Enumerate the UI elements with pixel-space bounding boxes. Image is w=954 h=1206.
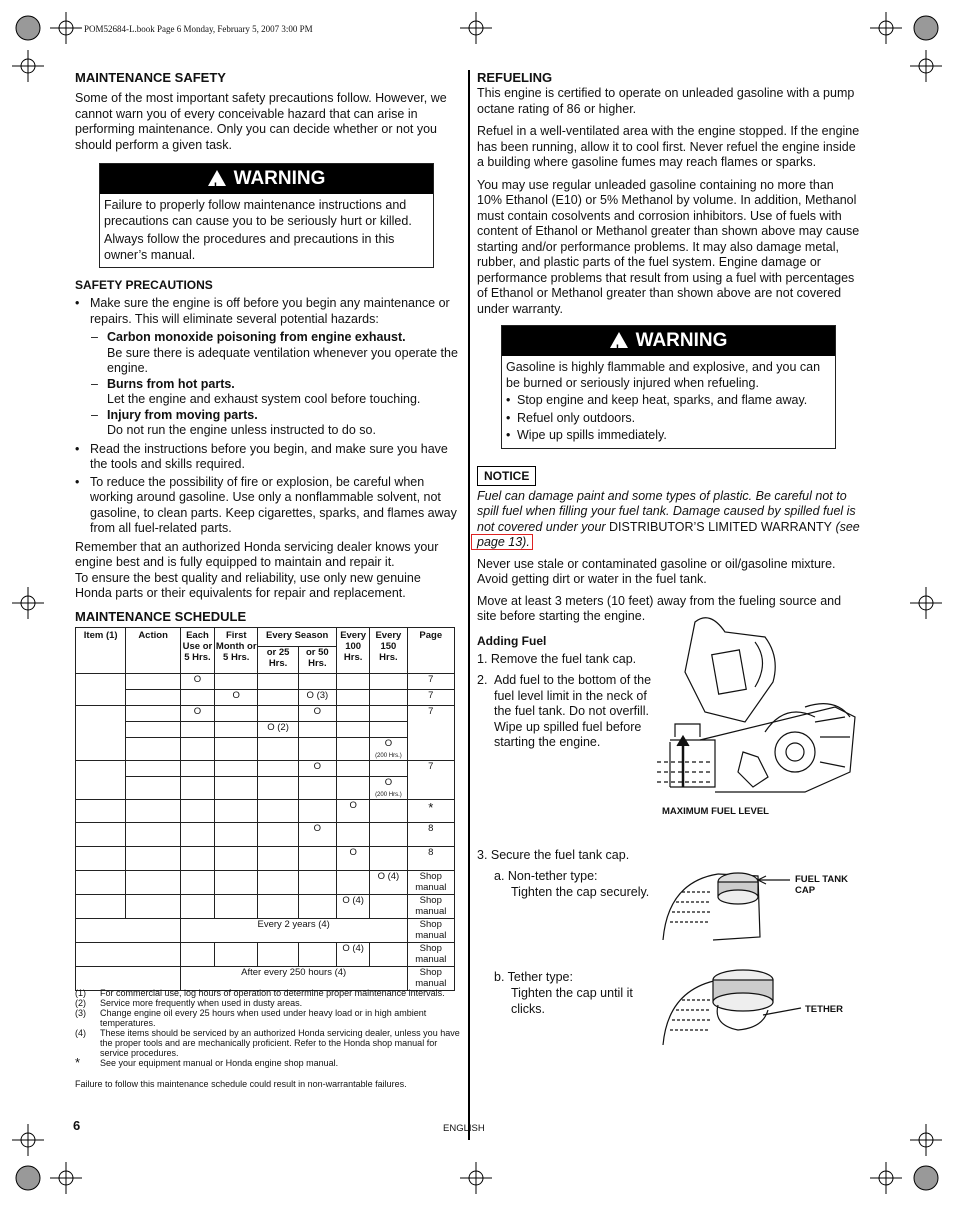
substep-title: b. Tether type: <box>494 970 573 984</box>
paragraph: Refuel in a well-ventilated area with the engine stopped. If the engine has been running, allow it to cool first. Never refuel the engine inside a building where gasoline fumes may reach flames or sparks. <box>477 124 860 169</box>
max-fuel-label: MAXIMUM FUEL LEVEL <box>662 806 769 817</box>
hazard-item: – Injury from moving parts. Do not run the engine unless instructed to do so. <box>91 407 376 437</box>
notice-badge: NOTICE <box>477 466 536 486</box>
table-row: O (4) Shop manual <box>76 871 455 895</box>
list-item: • Refuel only outdoors. <box>506 411 831 427</box>
substep-text: Tighten the cap until it clicks. <box>511 986 633 1016</box>
subsection-title: SAFETY PRECAUTIONS <box>75 278 213 292</box>
col-header: Item (1) <box>76 628 126 674</box>
warning-box <box>99 163 434 268</box>
table-row: Every 2 years (4) Shop manual <box>76 919 455 943</box>
table-row: O O 7 <box>76 706 455 722</box>
paragraph: Move at least 3 meters (10 feet) away from the fueling source and site before starting the engine. <box>477 593 842 623</box>
table-row: O * <box>76 800 455 823</box>
table-row: O 8 <box>76 847 455 871</box>
table-row: O (4) Shop manual <box>76 943 455 967</box>
hazard-item: – Burns from hot parts. Let the engine and exhaust system cool before touching. <box>91 376 421 406</box>
paragraph: Never use stale or contaminated gasoline or oil/gasoline mixture. Avoid getting dirt or water in the fuel tank. <box>477 556 836 586</box>
hazard-item: – Carbon monoxide poisoning from engine exhaust. Be sure there is adequate ventilation whenever you operate the engine. <box>91 330 458 375</box>
list-item: • Stop engine and keep heat, sparks, and flame away. <box>506 393 831 409</box>
failure-note: Failure to follow this maintenance schedule could result in non-warrantable failures. <box>75 1079 407 1089</box>
fuel-tank-cap-label: FUEL TANK CAP <box>795 874 848 896</box>
tether-label: TETHER <box>805 1004 843 1015</box>
table-row: O (200 Hrs.) <box>76 738 455 761</box>
notice-text: Fuel can damage paint and some types of plastic. Be careful not to spill fuel when filling your fuel tank. Damage caused by spilled fuel is not covered under your DISTRIBUTOR’S LIMITED WARRANTY (see page 13). <box>477 489 862 551</box>
col-header: or 25 Hrs. <box>258 647 298 674</box>
warning-text: Failure to properly follow maintenance instructions and precautions can cause you to be seriously hurt or killed. <box>104 198 412 228</box>
footnotes: (1) For commercial use, log hours of operation to determine proper maintenance intervals. (2) Service more frequently when used in dusty areas. (3) Change engine oil every 25 hours when used under heavy load or in high ambient temperatures. (4) These items should be serviced by an authorized Honda servicing dealer, unless you have the proper tools and are mechanically proficient. Refer to the Honda shop manual for service procedures. * See your equipment manual or Honda engine shop manual. Failure to follow this maintenance schedule could result in non-warrantable failures. <box>75 988 460 1089</box>
table-row: O (200 Hrs.) <box>76 777 455 800</box>
step: Add fuel to the bottom of the fuel level limit in the neck of the fuel tank. Do not overfill. Wipe up spilled fuel before starting the engine. <box>494 673 652 749</box>
warning-label: WARNING <box>233 168 326 189</box>
page-link[interactable]: page 13). <box>471 534 533 550</box>
table-row: O 7 <box>76 674 455 690</box>
section-title: REFUELING <box>477 70 553 85</box>
tether-cap-illustration <box>658 965 803 1050</box>
col-header: Page <box>407 628 454 674</box>
substep-text: Tighten the cap securely. <box>511 885 650 899</box>
column-divider <box>468 70 470 1140</box>
table-row: O (2) <box>76 722 455 738</box>
col-header: Every 100 Hrs. <box>337 628 370 674</box>
warning-text: Gasoline is highly flammable and explosive, and you can be burned or seriously injured when refueling. <box>506 360 821 390</box>
schedule-title: MAINTENANCE SCHEDULE <box>75 608 247 624</box>
list-item: • Make sure the engine is off before you begin any maintenance or repairs. This will eliminate several potential hazards: <box>75 296 460 327</box>
paragraph: This engine is certified to operate on unleaded gasoline with a pump octane rating of 86 or higher. <box>477 86 855 116</box>
intro-text: Some of the most important safety precautions follow. However, we cannot warn you of every conceivable hazard that can arise in performing maintenance. Only you can decide whether or not you should perform a given task. <box>75 91 447 152</box>
warning-icon <box>208 170 226 186</box>
page-number: 6 <box>73 1118 81 1133</box>
col-header: Each Use or 5 Hrs. <box>180 628 214 674</box>
table-row: O (4) Shop manual <box>76 895 455 919</box>
left-column <box>75 70 460 624</box>
ensure-text: To ensure the best quality and reliability, use only new genuine Honda parts or their equivalents for repair and replacement. <box>75 570 421 600</box>
paragraph: You may use regular unleaded gasoline containing no more than 10% Ethanol (E10) or 5% Methanol by volume. In addition, Methanol must contain cosolvents and corrosion inhibitors. Use of fuels with content of Ethanol or Methanol greater than shown above may cause starting and/or performance problems. It may also damage metal, rubber, and plastic parts of the fuel system. Engine damage or performance problems that result from using a fuel with percentages of Ethanol or Methanol greater than shown above are not covered under warranty. <box>477 177 860 316</box>
table-row: O 8 <box>76 823 455 847</box>
right-column: REFUELING This engine is certified to operate on unleaded gasoline with a pump octane rating of 86 or higher. Refuel in a well-ventilated area with the engine stopped. If the engine has been running, allow it to cool first. Never refuel the engine inside a building where gasoline fumes may reach flames or sparks. You may use regular unleaded gasoline containing no more than 10% Ethanol (E10) or 5% Methanol by volume. In addition, Methanol must contain cosolvents and corrosion inhibitors. Use of fuels with content of Ethanol or Methanol greater than shown above may cause starting and/or performance problems. It may also damage metal, rubber, and plastic parts of the fuel system. Engine damage or performance problems that result from using a fuel with percentages of Ethanol or Methanol greater than shown above are not covered under warranty. !WARNING Gasoline is highly flammable and explosive, and you can be burned or seriously injured when refueling. • Stop engine and keep heat, sparks, and flame away. • Refuel only outdoors. • Wipe up spills immediately. NOTICE Fuel can damage paint and some types of plastic. Be careful not to spill fuel when filling your fuel tank. Damage caused by spilled fuel is not covered under your DISTRIBUTOR’S LIMITED WARRANTY (see page 13). Never use stale or contaminated gasoline or oil/gasoline mixture. Avoid getting dirt or water in the fuel tank. Move at least 3 meters (10 feet) away from the fueling source and site before starting the engine. Adding Fuel 1. Remove the fuel tank cap. 2. Add fuel to the bottom of the fuel level limit in the neck of the fuel tank. Do not overfill. Wipe up spilled fuel before starting the engine. <box>477 70 862 751</box>
table-row: O O (3) 7 <box>76 690 455 706</box>
footer-language: ENGLISH <box>443 1123 485 1134</box>
table-row: After every 250 hours (4) Shop manual <box>76 967 455 991</box>
substep-title: a. Non-tether type: <box>494 869 598 883</box>
maintenance-table <box>75 627 455 991</box>
warning-text: Always follow the procedures and precautions in this owner’s manual. <box>104 232 395 262</box>
list-item: • To reduce the possibility of fire or explosion, be careful when working around gasoline. Use only a nonflammable solvent, not gasoline, to clean parts. Keep cigarettes, sparks, and flames away from all fuel-related parts. <box>75 475 460 537</box>
engine-fuel-illustration <box>655 612 860 802</box>
col-header: or 50 Hrs. <box>298 647 336 674</box>
step: 1. Remove the fuel tank cap. <box>477 651 637 666</box>
warning-label: WARNING <box>635 330 728 351</box>
col-header: Every 150 Hrs. <box>370 628 407 674</box>
list-item: • Read the instructions before you begin, and make sure you have the tools and skills required. <box>75 442 460 473</box>
section-title: MAINTENANCE SAFETY <box>75 70 226 85</box>
fuel-cap-illustration <box>658 862 793 944</box>
step: 3. Secure the fuel tank cap. <box>477 848 630 862</box>
list-item: • Wipe up spills immediately. <box>506 428 831 444</box>
table-row: O 7 <box>76 761 455 777</box>
remember-text: Remember that an authorized Honda servicing dealer knows your engine best and is fully equipped to maintain and repair it. <box>75 539 439 569</box>
col-header: Every Season <box>258 628 337 647</box>
subsection-title: Adding Fuel <box>477 633 547 648</box>
print-header: POM52684-L.book Page 6 Monday, February 5, 2007 3:00 PM <box>84 24 313 34</box>
col-header: First Month or 5 Hrs. <box>215 628 258 674</box>
warning-box <box>501 325 836 449</box>
warning-icon <box>610 332 628 348</box>
col-header: Action <box>126 628 180 674</box>
